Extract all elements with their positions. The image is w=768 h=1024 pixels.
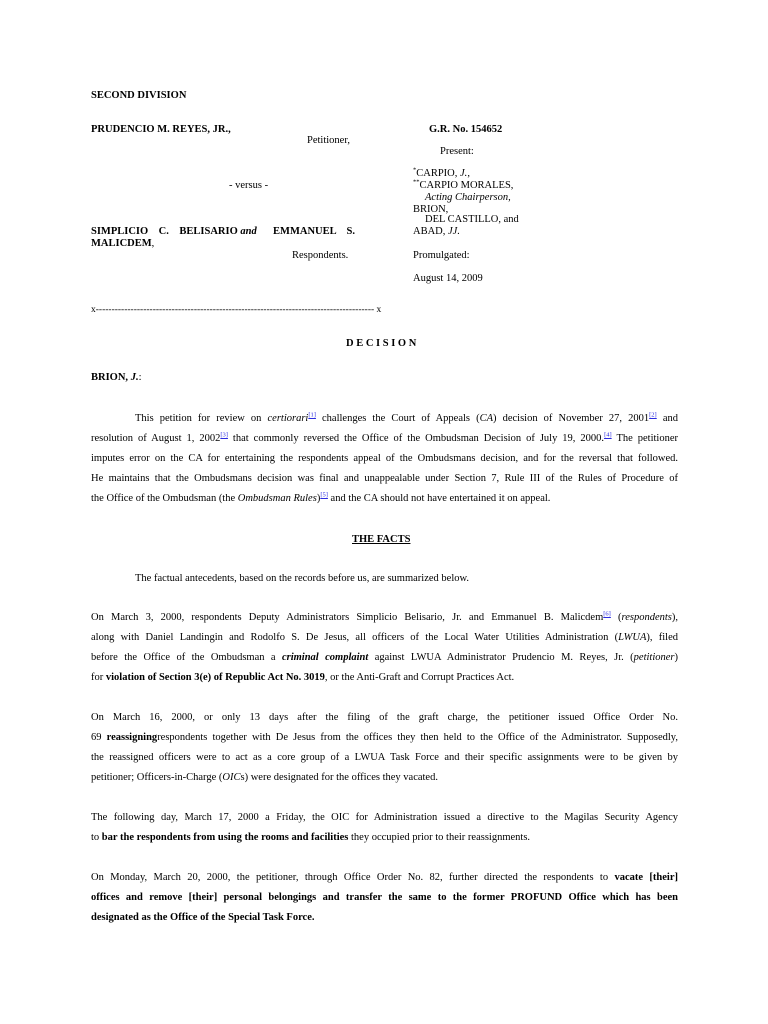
promulgated-date: August 14, 2009 (413, 273, 483, 284)
bench-justice-5: ABAD, JJ. (413, 226, 460, 237)
respondents-role: Respondents. (292, 250, 349, 261)
decision-title: D E C I S I O N (346, 338, 417, 349)
gr-number: G.R. No. 154652 (429, 124, 503, 135)
footnote-2-link[interactable]: [2] (649, 411, 657, 419)
footnote-3-link[interactable]: [3] (220, 431, 228, 439)
paragraph-1: This petition for review on certiorari[1] challenges the Court of Appeals (CA) decision of November 27, 2001[2] and resolution of August 1, 2002[3] that commonly reversed the Office of the Ombudsman Decision of July 19, 2000.[4] The petitioner imputes error on the CA for entertaining the respondents appeal of the Ombudsmans decision, and for the reversal that followed. He maintains that the Ombudsmans decision was final and unappealable under Section 7, Rule III of the Rules of Procedure of the Office of the Ombudsman (the Ombudsman Rules)[5] and the CA should not have entertained it on appeal. (91, 411, 679, 504)
ponente: BRION, J.: (91, 372, 142, 383)
footnote-6-link[interactable]: [6] (603, 610, 611, 618)
respondents-names-line2: MALICDEM, (91, 238, 155, 249)
paragraph-2: The factual antecedents, based on the records before us, are summarized below. (135, 573, 470, 584)
petitioner-role: Petitioner, (307, 135, 351, 146)
footnote-4-link[interactable]: [4] (604, 431, 612, 439)
paragraph-6: On Monday, March 20, 2000, the petitioner, through Office Order No. 82, further directed the respondents to vacate [their] offices and remove [their] personal belongings and transfer the same to the former PROFUND Office which has been designated as the Office of the Special Task Force. (91, 872, 678, 923)
respondents-names: SIMPLICIO C. BELISARIO and EMMANUEL S. (91, 226, 355, 237)
bench-justice-3: BRION, (413, 204, 449, 215)
division-heading: SECOND DIVISION (91, 90, 187, 101)
paragraph-3: On March 3, 2000, respondents Deputy Administrators Simplicio Belisario, Jr. and Emmanuel B. Malicdem[6] (respondents), along with Daniel Landingin and Rodolfo S. De Jesus, all officers of the Local Water Utilities Administration (LWUA), filed before the Office of the Ombudsman a criminal complaint against LWUA Administrator Prudencio M. Reyes, Jr. (petitioner) for violation of Section 3(e) of Republic Act No. 3019, or the Anti-Graft and Corrupt Practices Act. (91, 610, 679, 683)
bench-acting-chairperson: Acting Chairperson, (425, 192, 511, 203)
present-label: Present: (440, 146, 474, 157)
promulgated-label: Promulgated: (413, 250, 470, 261)
bench-justice-4: DEL CASTILLO, and (425, 214, 519, 225)
paragraph-5: The following day, March 17, 2000 a Friday, the OIC for Administration issued a directive to the Magilas Security Agency to bar the respondents from using the rooms and facilities they occupied prior to their reassignments. (91, 812, 678, 843)
versus-label: - versus - (229, 180, 269, 191)
bench-justice-2: **CARPIO MORALES, (413, 178, 514, 191)
footnote-5-link[interactable]: [5] (320, 491, 328, 499)
petitioner-name: PRUDENCIO M. REYES, JR., (91, 124, 231, 135)
separator-line: x---------------------------------------------------------------------------------------- x (91, 305, 382, 315)
paragraph-4: On March 16, 2000, or only 13 days after the filing of the graft charge, the petitioner issued Office Order No. 69 reassigningrespondents together with De Jesus from the offices they then held to the Office of the Administrator. Supposedly, the reassigned officers were to act as a core group of a LWUA Task Force and their specific assignments were to be given by petitioner; Officers-in-Charge (OICs) were designated for the offices they vacated. (91, 712, 678, 783)
bench-justice-1: *CARPIO, J., (413, 166, 470, 179)
footnote-1-link[interactable]: [1] (308, 411, 316, 419)
facts-heading: THE FACTS (352, 534, 411, 545)
